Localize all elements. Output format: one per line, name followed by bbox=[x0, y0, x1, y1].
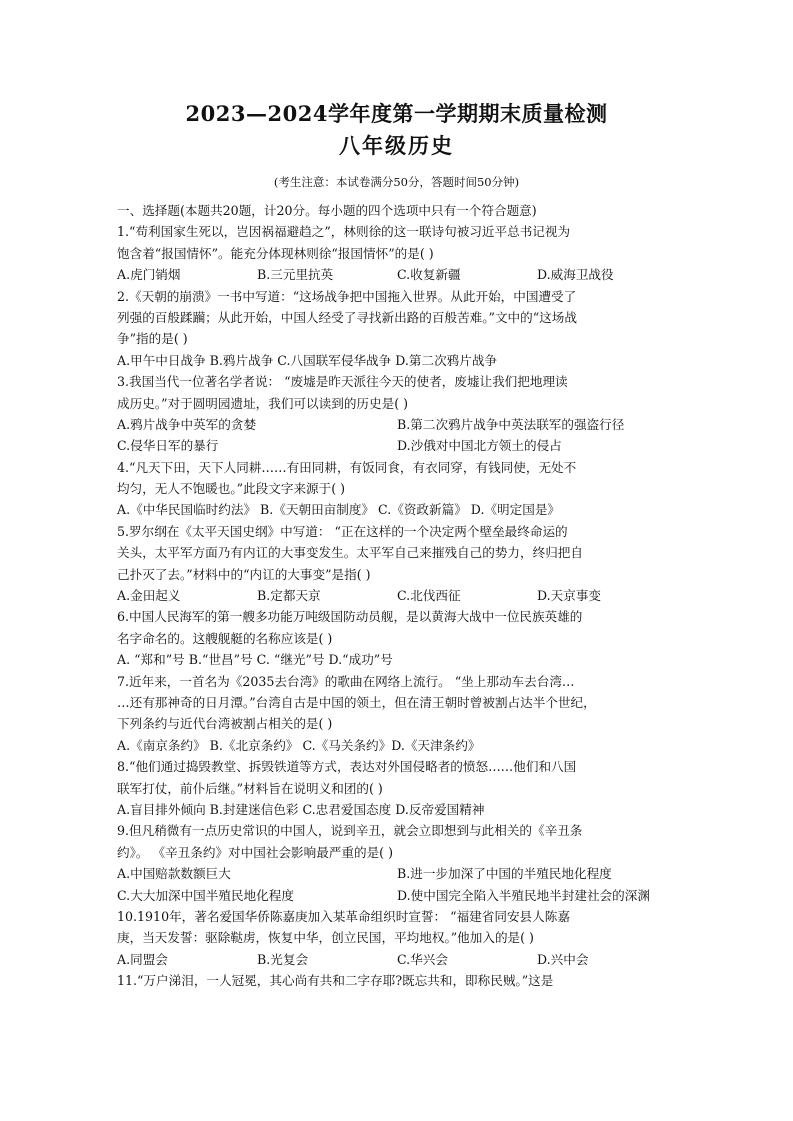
section-heading: 一、选择题(本题共20题，计20分。每小题的四个选项中只有一个符合题意) bbox=[117, 203, 537, 218]
q9-options-row2 bbox=[117, 885, 677, 906]
q10-option-a: A.同盟会 bbox=[117, 951, 168, 967]
q2-options: A.甲午中日战争 B.鸦片战争 C.八国联军侵华战争 D.第二次鸦片战争 bbox=[117, 352, 498, 368]
exam-title: 2023—2024学年度第一学期期末质量检测 bbox=[185, 101, 608, 126]
q3-option-b: B.第二次鸦片战争中英法联军的强盗行径 bbox=[397, 416, 625, 432]
q7-stem-line1: 7.近年来，一首名为《2035去台湾》的歌曲在网络上流行。 “坐上那动车去台湾… bbox=[117, 673, 575, 689]
q10-options bbox=[117, 949, 677, 970]
q3-stem-line1: 3.我国当代一位著名学者说： “废墟是昨天派往今天的使者，废墟让我们把地理读 bbox=[117, 374, 568, 390]
q5-stem-line1: 5.罗尔纲在《太平天国史纲》中写道： “正在这样的一个决定两个壁垒最终命运的 bbox=[117, 523, 568, 539]
q5-option-d: D.天京事变 bbox=[537, 588, 602, 604]
q10-option-b: B.光复会 bbox=[257, 951, 309, 967]
q1-stem-line2: 饱含着“报国情怀”。能充分体现林则徐“报国情怀”的是( ) bbox=[117, 245, 434, 261]
q2-stem-line3: 争”指的是( ) bbox=[117, 331, 188, 347]
q6-stem-line1: 6.中国人民海军的第一艘多功能万吨级国防动员舰，是以黄海大战中一位民族英雄的 bbox=[117, 609, 583, 625]
q1-options bbox=[117, 264, 677, 285]
q4-options: A.《中华民国临时约法》 B.《天朝田亩制度》 C.《资政新篇》 D.《明定国是》 bbox=[117, 502, 561, 518]
q9-option-b: B.进一步加深了中国的半殖民地化程度 bbox=[397, 866, 612, 882]
exam-subtitle: 八年级历史 bbox=[339, 133, 454, 158]
q6-stem-line2: 名字命名的。这艘舰艇的名称应该是( ) bbox=[117, 630, 333, 646]
q2-stem-line2: 列强的百般蹂躏；从此开始，中国人经受了寻找新出路的百般苦难。”文中的“这场战 bbox=[117, 309, 577, 325]
q10-option-c: C.华兴会 bbox=[397, 951, 448, 967]
q8-stem-line1: 8.“他们通过捣毁教堂、拆毁铁道等方式，表达对外国侵略者的愤怒……他们和八国 bbox=[117, 759, 577, 775]
q3-option-d: D.沙俄对中国北方领土的侵占 bbox=[397, 438, 562, 454]
q5-options bbox=[117, 585, 677, 606]
q1-option-d: D.威海卫战役 bbox=[537, 267, 614, 283]
q4-stem-line1: 4.“凡天下田，天下人同耕……有田同耕，有饭同食，有衣同穿，有钱同使，无处不 bbox=[117, 459, 577, 475]
q7-options: A.《南京条约》 B.《北京条约》 C.《马关条约》D.《天津条约》 bbox=[117, 737, 481, 753]
q5-option-c: C.北伐西征 bbox=[397, 588, 461, 604]
q9-options-row1 bbox=[117, 863, 677, 884]
q8-options: A.盲目排外倾向 B.封建迷信色彩 C.忠君爱国态度 D.反帝爱国精神 bbox=[117, 801, 485, 817]
q1-option-c: C.收复新疆 bbox=[397, 267, 461, 283]
q9-option-d: D.使中国完全陷入半殖民地半封建社会的深渊 bbox=[397, 887, 650, 903]
q4-stem-line2: 均匀，无人不饱暖也。”此段文字来源于( ) bbox=[117, 481, 346, 497]
q9-option-a: A.中国赔款数额巨大 bbox=[117, 866, 231, 882]
q5-stem-line3: 己扑灭了去。”材料中的“内讧的大事变”是指( ) bbox=[117, 566, 371, 582]
question-body bbox=[117, 200, 677, 991]
q7-stem-line2: …还有那神奇的日月潭。”台湾自古是中国的领土，但在清王朝时曾被割占达半个世纪， bbox=[117, 694, 596, 710]
q5-stem-line2: 关头，太平军方面乃有内讧的大事变发生。太平军自己来摧残自己的势力，终归把自 bbox=[117, 545, 583, 561]
q1-option-a: A.虎门销烟 bbox=[117, 267, 181, 283]
q9-stem-line2: 约》。 《辛丑条约》对中国社会影响最严重的是( ) bbox=[117, 844, 394, 860]
q10-stem-line1: 10.1910年，著名爱国华侨陈嘉庚加入某革命组织时宣誓： “福建省同安县人陈嘉 bbox=[117, 908, 570, 924]
exam-note: (考生注意：本试卷满分50分，答题时间50分钟) bbox=[273, 175, 520, 189]
q1-option-b: B.三元里抗英 bbox=[257, 267, 334, 283]
q3-options-row2 bbox=[117, 435, 677, 456]
q3-stem-line2: 成历史。”对于圆明园遗址，我们可以读到的历史是( ) bbox=[117, 395, 409, 411]
q11-stem-line1: 11.“万户涕泪，一人冠冕，其心尚有共和二字存耶?既忘共和，即称民贼。”这是 bbox=[117, 973, 554, 989]
q10-stem-line2: 庚，当天发誓：驱除鞑虏，恢复中华，创立民国，平均地权。”他加入的是( ) bbox=[117, 930, 534, 946]
q10-option-d: D.兴中会 bbox=[537, 951, 589, 967]
q1-stem-line1: 1.“苟利国家生死以，岂因祸福避趋之”，林则徐的这一联诗句被习近平总书记视为 bbox=[117, 224, 571, 240]
q3-option-c: C.侵华日军的暴行 bbox=[117, 438, 219, 454]
q3-option-a: A.鸦片战争中英军的贪婪 bbox=[117, 416, 257, 432]
q5-option-b: B.定都天京 bbox=[257, 588, 321, 604]
q2-stem-line1: 2.《天朝的崩溃》一书中写道：“这场战争把中国拖入世界。从此开始，中国遭受了 bbox=[117, 288, 577, 304]
q6-options: A. “郑和”号 B.“世昌”号 C. “继光”号 D.“成功”号 bbox=[117, 652, 393, 668]
q9-stem-line1: 9.但凡稍微有一点历史常识的中国人，说到辛丑，就会立即想到与此相关的《辛丑条 bbox=[117, 823, 583, 839]
q7-stem-line3: 下列条约与近代台湾被割占相关的是( ) bbox=[117, 716, 333, 732]
q9-option-c: C.大大加深中国半殖民地化程度 bbox=[117, 887, 294, 903]
q3-options-row1 bbox=[117, 414, 677, 435]
q8-stem-line2: 联军打仗，前仆后继。”材料旨在说明义和团的( ) bbox=[117, 780, 383, 796]
q5-option-a: A.金田起义 bbox=[117, 588, 181, 604]
